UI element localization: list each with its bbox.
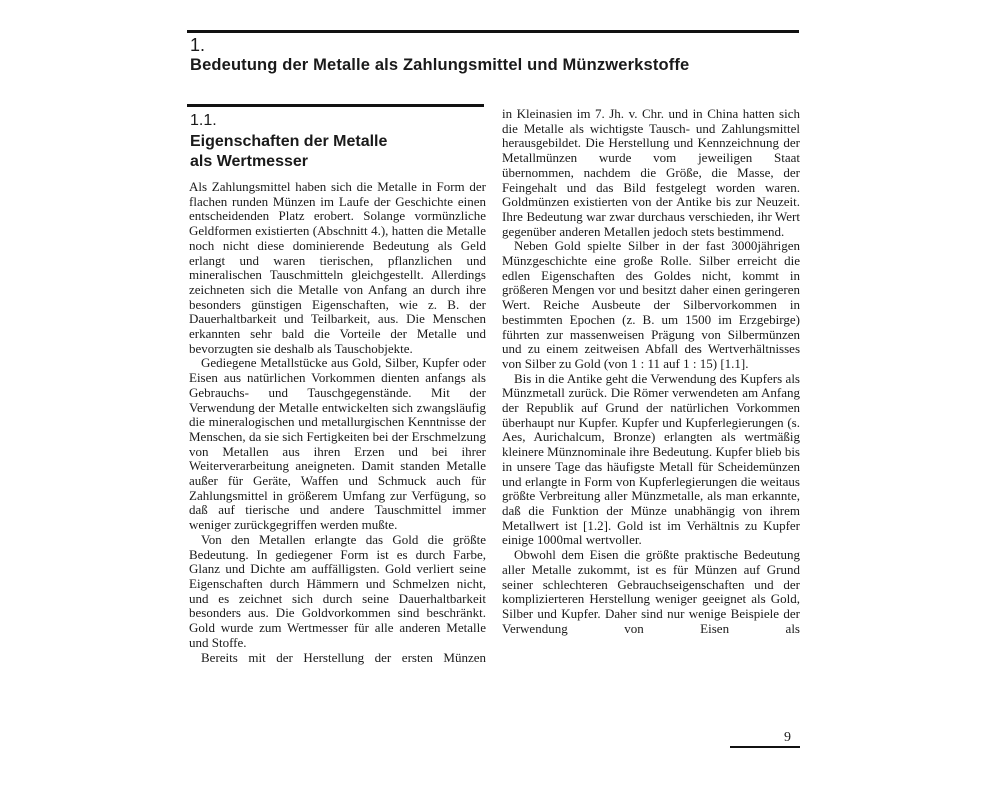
paragraph: Bis in die Antike geht die Verwendung des Kupfers als Münzmetall zurück. Die Römer verwendeten am Anfang der Republik auf Grund der natürlichen Vorkommen überhaupt nur Kupfer. Kupfer und Kupferlegierungen (s. Aes, Aurichalcum, Bronze) erlangten als wertmäßig kleinere Münznominale ihre Bedeutung. Kupfer blieb bis in unsere Tage das häufigste Metall für Scheidemünzen und erlangte in Form von Kupferlegierungen die weitaus größte Verbreitung aller Münzmetalle, als man erkannte, daß die Funktion der Münze unabhängig von ihrem Metallwert ist [1.2]. Gold ist im Verhältnis zu Kupfer einige 1000mal wertvoller. — [502, 370, 800, 548]
right-text-column — [502, 107, 800, 636]
page-number: 9 — [784, 730, 791, 745]
chapter-number: 1. — [190, 35, 206, 55]
paragraph: Bereits mit der Herstellung der ersten Münzen — [201, 649, 486, 665]
chapter-title: Bedeutung der Metalle als Zahlungsmittel und Münzwerkstoffe — [190, 56, 690, 74]
paragraph: Als Zahlungsmittel haben sich die Metalle in Form der flachen runden Münzen im Laufe der Geschichte einen entscheidenden Platz erobert. Solange vormünzliche Geldformen existierten (Abschnitt 4.), hatten die Metalle noch nicht diese dominierende Bedeutung als Geld erlangt und waren tierischen, pflanzlichen und mineralischen Tauschmitteln gleichgestellt. Allerdings zeichneten sich die Metalle von Anfang an durch ihre besonders günstigen Eigenschaften, wie z. B. der Dauerhaltbarkeit und Teilbarkeit, aus. Die Menschen erkannten sehr bald die Vorteile der Metalle und bevorzugten sie deshalb als Tauschobjekte. — [189, 179, 486, 356]
chapter-top-rule — [187, 30, 799, 33]
paragraph: Neben Gold spielte Silber in der fast 3000jährigen Münzgeschichte eine große Rolle. Silber erreicht die edlen Eigenschaften des Goldes nicht, kommt in größeren Mengen vor und besitzt daher einen geringeren Wert. Reiche Ausbeute der Silbervorkommen in bestimmten Epochen (z. B. um 1500 im Erzgebirge) führten zur massenweisen Prägung von Silbermünzen und zu einem zeitweisen Abfall des Wertverhältnisses von Silber zu Gold (von 1 : 11 auf 1 : 15) [1.1]. — [502, 238, 800, 371]
paragraph: Obwohl dem Eisen die größte praktische Bedeutung aller Metalle zukommt, ist es für Münzen auf Grund seiner schlechteren Gebrauchseigenschaften und der komplizierteren Herstellung weniger geeignet als Gold, Silber und Kupfer. Daher sind nur wenige Beispiele der Verwendung von Eisen als — [502, 547, 800, 636]
section-number: 1.1. — [190, 112, 217, 129]
section-title-line-1: Eigenschaften der Metalle — [190, 133, 388, 150]
section-title-line-2: als Wertmesser — [190, 153, 308, 170]
paragraph: Von den Metallen erlangte das Gold die größte Bedeutung. In gediegener Form ist es durch Farbe, Glanz und Dichte am auffälligsten. Gold verliert seine Eigenschaften durch Hämmern und Schmelzen nicht, und es zeichnet sich durch seine Dauerhaltbarkeit besonders aus. Die Goldvorkommen sind beschränkt. Gold wurde zum Wertmesser für alle anderen Metalle und Stoffe. — [189, 531, 486, 650]
paragraph: Gediegene Metallstücke aus Gold, Silber, Kupfer oder Eisen aus natürlichen Vorkommen dienten anfangs als Gebrauchs- und Tauschgegenstände. Mit der Verwendung der Metalle entwickelten sich zwangsläufig die mineralogischen und metallurgischen Kenntnisse der Menschen, da sie sich Fertigkeiten bei der Erschmelzung von Metallen aus ihren Erzen und bei ihrer Weiterverarbeitung aneigneten. Damit standen Metalle außer für Geräte, Waffen und Schmuck auch für Zahlungsmittel in größerem Umfang zur Verfügung, so daß auf tierische und andere Tauschmittel immer weniger zurückgegriffen werden mußte. — [189, 355, 486, 533]
section-top-rule — [187, 104, 484, 107]
paragraph: in Kleinasien im 7. Jh. v. Chr. und in China hatten sich die Metalle als wichtigste Tausch- und Zahlungsmittel herausgebildet. Die Herstellung und Kennzeichnung der Metallmünzen wurde vom jeweiligen Staat übernommen, nachdem die Größe, die Masse, der Feingehalt und das Bild festgelegt worden waren. Goldmünzen existierten von der Antike bis zur Neuzeit. Ihre Bedeutung war zwar durchaus verschieden, ihr Wert gegenüber anderen Metallen jedoch stets bestimmend. — [502, 106, 800, 239]
section-title — [190, 132, 387, 172]
left-text-column — [189, 180, 486, 665]
footer-rule — [730, 746, 800, 748]
